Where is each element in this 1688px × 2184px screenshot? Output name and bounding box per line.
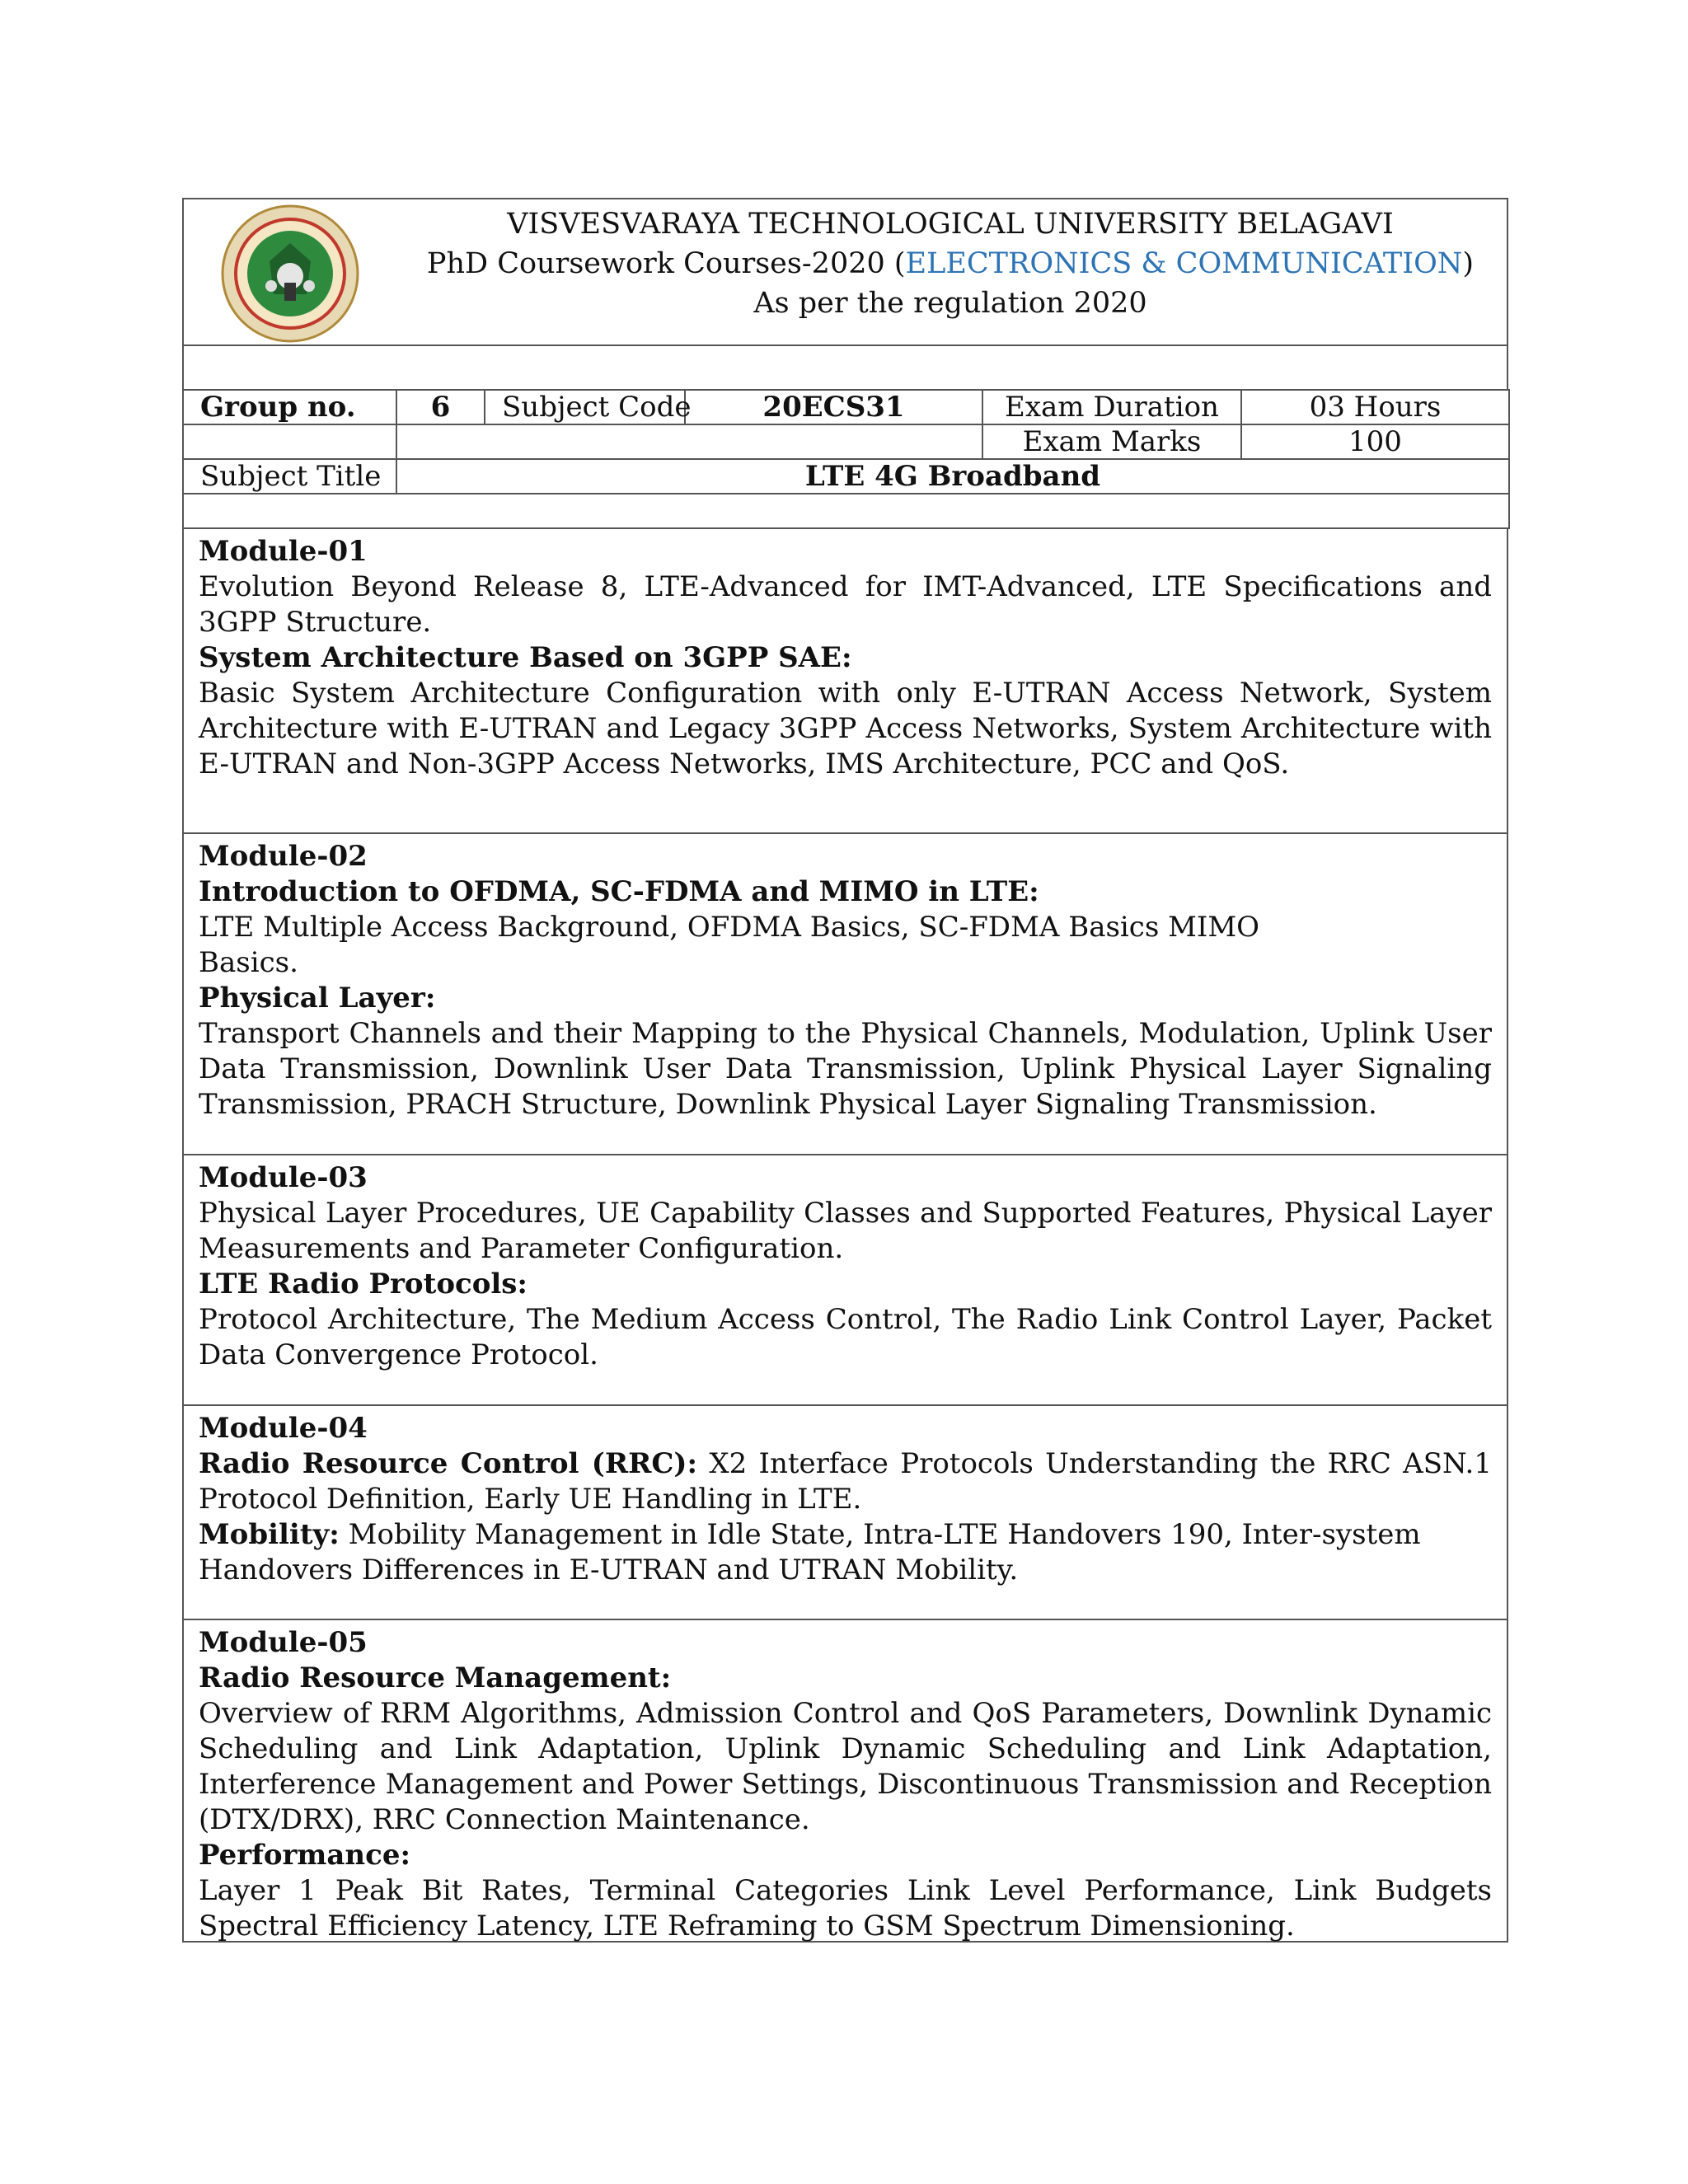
subject-code-value: 20ECS31 bbox=[685, 390, 982, 424]
module-04-box bbox=[182, 1406, 1508, 1620]
module-heading: Physical Layer: bbox=[199, 982, 436, 1015]
module-title: Module-01 bbox=[199, 535, 368, 568]
exam-marks-label: Exam Marks bbox=[982, 424, 1241, 459]
university-logo-icon bbox=[220, 204, 360, 344]
table-row bbox=[183, 390, 1509, 424]
module-text: Physical Layer Procedures, UE Capability Classes and Supported Features, Physical Layer Measurements and Parameter Configuration. bbox=[199, 1197, 1492, 1265]
table-row bbox=[183, 494, 1509, 528]
module-heading: System Architecture Based on 3GPP SAE: bbox=[199, 641, 852, 674]
module-text: Radio Resource Control (RRC): X2 Interface Protocols Understanding the RRC ASN.1 Protocol Definition, Early UE Handling in LTE. bbox=[199, 1447, 1493, 1516]
module-text: LTE Multiple Access Background, OFDMA Basics, SC-FDMA Basics MIMO bbox=[199, 911, 1260, 944]
module-heading: LTE Radio Protocols: bbox=[199, 1268, 528, 1301]
module-title: Module-04 bbox=[199, 1412, 368, 1445]
syllabus-page bbox=[182, 198, 1508, 1943]
course-line: PhD Coursework Courses-2020 (ELECTRONICS & COMMUNICATION) bbox=[426, 247, 1475, 280]
module-text: Overview of RRM Algorithms, Admission Control and QoS Parameters, Downlink Dynamic Scheduling and Link Adaptation, Uplink Dynamic Scheduling and Link Adaptation, Interference Management and Power Settings, Discontinuous Transmission and Reception (DTX/DRX), RRC Connection Maintenance. bbox=[199, 1697, 1492, 1836]
empty-cell bbox=[183, 424, 396, 459]
subject-title-label: Subject Title bbox=[183, 459, 396, 494]
subject-info-table bbox=[182, 389, 1510, 529]
module-text: Basics. bbox=[199, 946, 298, 979]
module-text: Basic System Architecture Configuration with only E-UTRAN Access Network, System Architecture with E-UTRAN and Legacy 3GPP Access Networks, System Architecture with E-UTRAN and Non-3GPP Access Networks, IMS Architecture, PCC and QoS. bbox=[199, 677, 1492, 780]
module-01-box bbox=[182, 529, 1508, 834]
header-text bbox=[394, 204, 1507, 323]
table-row bbox=[183, 424, 1509, 459]
module-heading: Performance: bbox=[199, 1839, 411, 1872]
module-heading: Introduction to OFDMA, SC-FDMA and MIMO in LTE: bbox=[199, 875, 1039, 908]
empty-cell bbox=[396, 424, 982, 459]
exam-duration-label: Exam Duration bbox=[982, 390, 1241, 424]
module-02-box bbox=[182, 834, 1508, 1155]
module-title: Module-03 bbox=[199, 1161, 368, 1194]
module-text: Mobility: Mobility Management in Idle State, Intra-LTE Handovers 190, Inter-system Handovers Differences in E-UTRAN and UTRAN Mobility. bbox=[199, 1518, 1421, 1586]
subject-title-value: LTE 4G Broadband bbox=[396, 459, 1509, 494]
exam-marks-value: 100 bbox=[1241, 424, 1509, 459]
module-05-box bbox=[182, 1620, 1508, 1943]
module-text: Evolution Beyond Release 8, LTE-Advanced for IMT-Advanced, LTE Specifications and 3GPP Structure. bbox=[199, 570, 1492, 639]
subject-code-label: Subject Code bbox=[485, 390, 685, 424]
module-lead: Mobility: bbox=[199, 1518, 340, 1551]
regulation-line: As per the regulation 2020 bbox=[753, 287, 1147, 320]
module-title: Module-02 bbox=[199, 840, 368, 873]
group-label: Group no. bbox=[183, 390, 396, 424]
module-03-box bbox=[182, 1155, 1508, 1406]
module-text: Layer 1 Peak Bit Rates, Terminal Categories Link Level Performance, Link Budgets Spectral Efficiency Latency, LTE Reframing to GSM Spectrum Dimensioning. bbox=[199, 1874, 1492, 1943]
exam-duration-value: 03 Hours bbox=[1241, 390, 1509, 424]
module-text: Protocol Architecture, The Medium Access Control, The Radio Link Control Layer, Packet Data Convergence Protocol. bbox=[199, 1303, 1492, 1371]
department-name: ELECTRONICS & COMMUNICATION bbox=[905, 247, 1463, 280]
spacer-row bbox=[182, 346, 1508, 389]
module-heading: Radio Resource Management: bbox=[199, 1661, 672, 1694]
header-box bbox=[182, 198, 1508, 346]
module-text: Transport Channels and their Mapping to the Physical Channels, Modulation, Uplink User Data Transmission, Downlink User Data Transmission, Uplink Physical Layer Signaling Transmission, PRACH Structure, Downlink Physical Layer Signaling Transmission. bbox=[199, 1017, 1492, 1121]
table-row bbox=[183, 459, 1509, 494]
group-value: 6 bbox=[396, 390, 485, 424]
empty-cell bbox=[183, 494, 1509, 528]
module-title: Module-05 bbox=[199, 1626, 368, 1659]
module-lead: Radio Resource Control (RRC): bbox=[199, 1447, 698, 1480]
university-name: VISVESVARAYA TECHNOLOGICAL UNIVERSITY BELAGAVI bbox=[507, 208, 1394, 241]
